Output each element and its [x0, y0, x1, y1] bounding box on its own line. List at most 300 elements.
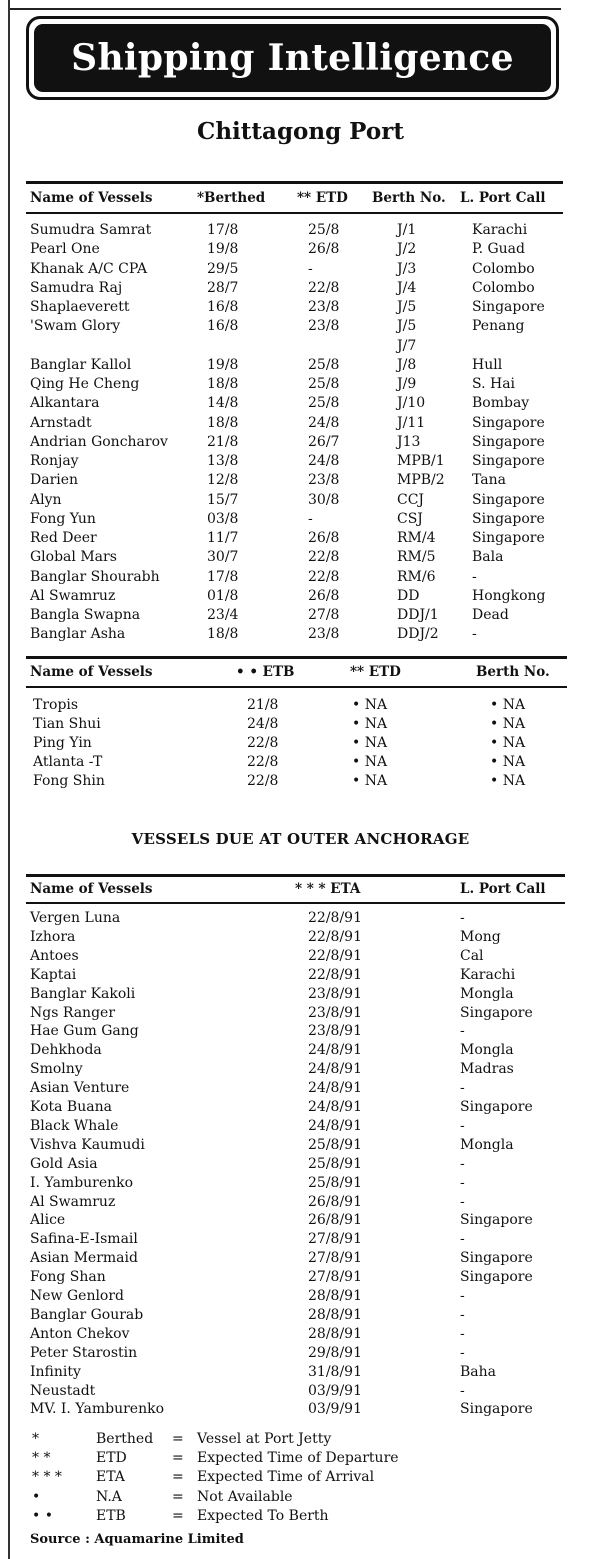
etd-cell: 25/8	[308, 356, 340, 373]
legend-description: Not Available	[197, 1488, 293, 1505]
col-header-berth-no: Berth No.	[372, 190, 446, 206]
table-row	[0, 1080, 601, 1099]
last-port-cell: -	[460, 1306, 465, 1323]
etd-cell: 24/8	[308, 453, 340, 469]
vessel-name-cell: Asian Mermaid	[30, 1250, 138, 1267]
vessel-name-cell: Kota Buana	[30, 1099, 112, 1115]
etd-cell: • NA	[352, 754, 388, 770]
vessel-name-cell: I. Yamburenko	[30, 1174, 134, 1191]
table-row	[0, 261, 601, 280]
vessel-name-cell: Ping Yin	[33, 735, 92, 751]
vessel-name-cell: Dehkhoda	[30, 1042, 102, 1059]
etd-cell: • NA	[352, 773, 388, 789]
berthed-date-cell: 19/8	[207, 356, 239, 373]
vessel-name-cell: Shaplaeverett	[30, 299, 130, 315]
last-port-cell: -	[460, 1382, 465, 1399]
last-port-cell: -	[460, 1325, 465, 1342]
etd-cell: • NA	[352, 716, 388, 732]
table-row	[0, 1042, 601, 1061]
vessel-name-cell: Banglar Shourabh	[30, 568, 160, 585]
vessel-name-cell: Infinity	[30, 1363, 81, 1380]
etd-cell: 25/8	[308, 222, 340, 238]
vessel-name-cell: Antoes	[30, 947, 79, 964]
last-port-cell: Hongkong	[472, 587, 546, 604]
vessel-name-cell: Pearl One	[30, 241, 100, 258]
table-row	[0, 1231, 601, 1250]
table-row	[0, 1469, 601, 1488]
table-row	[0, 588, 601, 607]
eta-date-cell: 27/8/91	[308, 1231, 362, 1248]
masthead-box	[26, 16, 559, 100]
vessel-name-cell: New Genlord	[30, 1288, 125, 1304]
last-port-cell: -	[460, 1023, 465, 1040]
table-rule	[26, 181, 563, 184]
vessel-name-cell: Izhora	[30, 928, 76, 945]
last-port-cell: Singapore	[472, 433, 545, 450]
vessel-name-cell: Banglar Asha	[30, 626, 126, 643]
table-row	[0, 492, 601, 511]
table-row	[0, 1005, 601, 1024]
last-port-cell: Singapore	[460, 1250, 533, 1267]
vessel-name-cell: Arnstadt	[30, 414, 92, 431]
berth-no-cell: • NA	[490, 697, 526, 713]
table-rule	[26, 902, 565, 904]
table-row	[0, 415, 601, 434]
etd-cell: 25/8	[308, 376, 340, 392]
last-port-cell: S. Hai	[472, 376, 516, 392]
table-row	[0, 1450, 601, 1469]
col-header-etd: ** ETD	[350, 664, 401, 680]
eta-date-cell: 27/8/91	[308, 1269, 362, 1286]
etd-cell: 26/7	[308, 433, 340, 450]
legend-abbreviation: ETB	[96, 1507, 126, 1524]
legend-description: Expected Time of Departure	[197, 1450, 399, 1467]
last-port-cell: -	[460, 1174, 465, 1191]
etd-cell: -	[308, 260, 313, 277]
last-port-cell: P. Guad	[472, 241, 525, 258]
table-row	[0, 1212, 601, 1231]
table-row	[0, 530, 601, 549]
table-row	[0, 1118, 601, 1137]
berth-no-cell: RM/5	[397, 549, 436, 566]
vessel-name-cell: Alyn	[30, 491, 62, 508]
berth-no-cell: J/8	[397, 356, 417, 373]
vessel-name-cell: Al Swamruz	[30, 587, 116, 604]
etd-cell: 26/8	[308, 530, 340, 546]
berthed-date-cell: 21/8	[207, 433, 239, 450]
vessel-name-cell: Vishva Kaumudi	[30, 1136, 145, 1153]
etb-date-cell: 22/8	[247, 773, 279, 789]
table-row	[0, 511, 601, 530]
vessel-name-cell: Smolny	[30, 1061, 83, 1078]
berthed-date-cell: 12/8	[207, 472, 239, 489]
berthed-date-cell: 16/8	[207, 299, 239, 315]
berthed-date-cell: 19/8	[207, 241, 239, 258]
etb-date-cell: 22/8	[247, 754, 279, 770]
table-row	[0, 1383, 601, 1402]
col-header-last-port: L. Port Call	[460, 881, 546, 897]
last-port-cell: Singapore	[460, 1401, 533, 1418]
vessel-name-cell: Al Swamruz	[30, 1193, 116, 1210]
last-port-cell: Singapore	[472, 530, 545, 546]
col-header-name: Name of Vessels	[30, 664, 153, 680]
last-port-cell: Singapore	[460, 1099, 533, 1115]
vessel-name-cell: MV. I. Yamburenko	[30, 1401, 164, 1418]
vessel-name-cell: Vergen Luna	[30, 910, 121, 926]
vessel-name-cell: 'Swam Glory	[30, 318, 121, 335]
berth-no-cell: DDJ/2	[397, 626, 439, 643]
etd-cell: 27/8	[308, 607, 340, 623]
last-port-cell: -	[472, 568, 477, 585]
table-row	[0, 569, 601, 588]
table-row	[0, 299, 601, 318]
col-header-last-port: L. Port Call	[460, 190, 546, 206]
berthed-date-cell: 14/8	[207, 395, 239, 412]
table-row	[0, 222, 601, 241]
table-row	[0, 1023, 601, 1042]
berth-no-cell: J13	[397, 433, 421, 450]
table-row	[0, 1364, 601, 1383]
etd-cell: • NA	[352, 735, 388, 751]
last-port-cell: Mongla	[460, 1136, 514, 1153]
last-port-cell: Singapore	[460, 1269, 533, 1286]
berthed-date-cell: 03/8	[207, 510, 239, 527]
berth-no-cell: CCJ	[397, 491, 425, 508]
table-rule	[26, 656, 567, 659]
berthed-date-cell: 18/8	[207, 626, 239, 643]
table-row	[0, 1175, 601, 1194]
last-port-cell: Singapore	[472, 414, 545, 431]
berth-no-cell: CSJ	[397, 510, 423, 527]
etd-cell: 24/8	[308, 414, 340, 431]
berthed-date-cell: 18/8	[207, 414, 239, 431]
vessel-name-cell: Atlanta -T	[33, 754, 103, 770]
vessel-name-cell: Fong Shan	[30, 1269, 106, 1286]
table-row	[0, 357, 601, 376]
berth-no-cell: • NA	[490, 773, 526, 789]
berthed-date-cell: 17/8	[207, 222, 239, 238]
berth-no-cell: J/11	[397, 414, 426, 431]
col-header-etd: ** ETD	[297, 190, 348, 206]
etd-cell: • NA	[352, 697, 388, 713]
vessel-name-cell: Fong Shin	[33, 773, 105, 789]
eta-date-cell: 23/8/91	[308, 985, 362, 1002]
vessel-name-cell: Banglar Gourab	[30, 1306, 144, 1323]
vessel-name-cell: Darien	[30, 472, 79, 489]
eta-date-cell: 22/8/91	[308, 928, 362, 945]
etd-cell: 26/8	[308, 587, 340, 604]
last-port-cell: -	[460, 1231, 465, 1248]
berth-no-cell: J/1	[397, 222, 417, 238]
vessel-name-cell: Andrian Goncharov	[30, 433, 168, 450]
vessel-name-cell: Safina-E-Ismail	[30, 1231, 138, 1248]
legend-symbol: * * *	[32, 1469, 62, 1486]
last-port-cell: -	[460, 1288, 465, 1304]
legend-symbol: • •	[32, 1507, 53, 1524]
top-rule	[10, 8, 561, 10]
last-port-cell: Colombo	[472, 279, 535, 296]
last-port-cell: Karachi	[460, 966, 516, 983]
eta-date-cell: 24/8/91	[308, 1117, 362, 1134]
vessel-name-cell: Tian Shui	[33, 716, 101, 732]
legend-abbreviation: ETA	[96, 1469, 125, 1486]
last-port-cell: Penang	[472, 318, 525, 335]
eta-date-cell: 28/8/91	[308, 1325, 362, 1342]
eta-date-cell: 28/8/91	[308, 1288, 362, 1304]
vessel-name-cell: Banglar Kakoli	[30, 985, 136, 1002]
last-port-cell: Dead	[472, 607, 509, 623]
table-row	[0, 472, 601, 491]
table-row	[0, 948, 601, 967]
last-port-cell: Hull	[472, 356, 503, 373]
berth-no-cell: • NA	[490, 735, 526, 751]
eta-date-cell: 28/8/91	[308, 1306, 362, 1323]
berthed-date-cell: 23/4	[207, 607, 239, 623]
berthed-date-cell: 01/8	[207, 587, 239, 604]
vessel-name-cell: Tropis	[33, 697, 79, 713]
table-row	[0, 434, 601, 453]
eta-date-cell: 26/8/91	[308, 1212, 362, 1229]
berthed-date-cell: 30/7	[207, 549, 239, 566]
berth-no-cell: • NA	[490, 716, 526, 732]
berth-no-cell: J/5	[397, 299, 417, 315]
etd-cell: 22/8	[308, 549, 340, 566]
berth-no-cell: DDJ/1	[397, 607, 439, 623]
eta-date-cell: 29/8/91	[308, 1344, 362, 1361]
last-port-cell: Baha	[460, 1363, 496, 1380]
berth-no-cell: • NA	[490, 754, 526, 770]
berthed-date-cell: 15/7	[207, 491, 239, 508]
eta-date-cell: 25/8/91	[308, 1174, 362, 1191]
last-port-cell: -	[460, 910, 465, 926]
berth-no-cell: J/2	[397, 241, 417, 258]
last-port-cell: Mongla	[460, 985, 514, 1002]
vessel-name-cell: Asian Venture	[30, 1080, 130, 1097]
port-title: Chittagong Port	[197, 118, 404, 145]
table-row	[0, 241, 601, 260]
etd-cell: 23/8	[308, 299, 340, 315]
table-row	[0, 1345, 601, 1364]
table-row	[0, 1288, 601, 1307]
etd-cell: 23/8	[308, 472, 340, 489]
eta-date-cell: 27/8/91	[308, 1250, 362, 1267]
berthed-date-cell: 11/7	[207, 530, 239, 546]
last-port-cell: Cal	[460, 947, 484, 964]
table-row	[0, 1489, 601, 1508]
eta-date-cell: 31/8/91	[308, 1363, 362, 1380]
last-port-cell: Singapore	[472, 299, 545, 315]
col-header-name: Name of Vessels	[30, 881, 153, 897]
table-row	[0, 376, 601, 395]
last-port-cell: Tana	[472, 472, 506, 489]
etd-cell: 22/8	[308, 279, 340, 296]
eta-date-cell: 22/8/91	[308, 966, 362, 983]
vessel-name-cell: Hae Gum Gang	[30, 1023, 139, 1040]
table-row	[0, 453, 601, 472]
table-row	[0, 607, 601, 626]
legend-abbreviation: N.A	[96, 1488, 122, 1505]
table-row	[0, 1307, 601, 1326]
eta-date-cell: 25/8/91	[308, 1155, 362, 1172]
legend-equals: =	[172, 1507, 184, 1524]
vessel-name-cell: Ngs Ranger	[30, 1004, 116, 1021]
last-port-cell: Singapore	[460, 1004, 533, 1021]
berth-no-cell: MPB/1	[397, 453, 445, 469]
berthed-date-cell: 16/8	[207, 318, 239, 335]
table-row	[0, 549, 601, 568]
berth-no-cell: J/10	[397, 395, 426, 412]
table-row	[0, 280, 601, 299]
eta-date-cell: 24/8/91	[308, 1061, 362, 1078]
last-port-cell: -	[460, 1193, 465, 1210]
table-row	[0, 626, 601, 645]
last-port-cell: Bombay	[472, 395, 530, 412]
last-port-cell: Singapore	[472, 453, 545, 469]
table-row	[0, 773, 601, 792]
col-header-etb: • • ETB	[236, 664, 295, 680]
table-row	[0, 910, 601, 929]
table-row	[0, 318, 601, 337]
table-rule	[26, 874, 565, 877]
legend-description: Vessel at Port Jetty	[197, 1431, 332, 1447]
eta-date-cell: 25/8/91	[308, 1136, 362, 1153]
last-port-cell: -	[460, 1155, 465, 1172]
eta-date-cell: 23/8/91	[308, 1004, 362, 1021]
berth-no-cell: J/9	[397, 376, 417, 392]
col-header-name: Name of Vessels	[30, 190, 153, 206]
etb-date-cell: 21/8	[247, 697, 279, 713]
table-row	[0, 1431, 601, 1450]
berth-no-cell: J/4	[397, 279, 417, 296]
berth-no-cell: RM/4	[397, 530, 436, 546]
legend-equals: =	[172, 1488, 184, 1505]
eta-date-cell: 03/9/91	[308, 1401, 362, 1418]
eta-date-cell: 26/8/91	[308, 1193, 362, 1210]
table-rule	[26, 212, 563, 214]
legend-symbol: * *	[32, 1450, 51, 1467]
vessel-name-cell: Sumudra Samrat	[30, 222, 152, 238]
vessel-name-cell: Khanak A/C CPA	[30, 260, 148, 277]
table-row	[0, 1326, 601, 1345]
table-row	[0, 929, 601, 948]
table-row	[0, 1156, 601, 1175]
table-row	[0, 735, 601, 754]
eta-date-cell: 03/9/91	[308, 1382, 362, 1399]
table-row	[0, 1401, 601, 1420]
table-row	[0, 986, 601, 1005]
legend-abbreviation: Berthed	[96, 1431, 154, 1447]
vessel-name-cell: Neustadt	[30, 1382, 96, 1399]
legend-symbol: *	[32, 1431, 39, 1447]
eta-date-cell: 22/8/91	[308, 910, 362, 926]
etd-cell: 22/8	[308, 568, 340, 585]
etb-date-cell: 22/8	[247, 735, 279, 751]
last-port-cell: -	[472, 626, 477, 643]
table-row	[0, 395, 601, 414]
etd-cell: 30/8	[308, 491, 340, 508]
masthead-title: Shipping Intelligence	[34, 24, 551, 92]
col-header-berthed: *Berthed	[197, 190, 266, 206]
berthed-date-cell: 28/7	[207, 279, 239, 296]
table-row	[0, 1194, 601, 1213]
last-port-cell: -	[460, 1344, 465, 1361]
last-port-cell: Singapore	[472, 510, 545, 527]
vessel-name-cell: Alice	[30, 1212, 66, 1229]
etd-cell: -	[308, 510, 313, 527]
table-row	[0, 1099, 601, 1118]
legend-equals: =	[172, 1431, 184, 1447]
legend-description: Expected To Berth	[197, 1507, 329, 1524]
vessel-name-cell: Fong Yun	[30, 510, 96, 527]
berthed-date-cell: 17/8	[207, 568, 239, 585]
etb-date-cell: 24/8	[247, 716, 279, 732]
eta-date-cell: 24/8/91	[308, 1099, 362, 1115]
col-header-eta: * * * ETA	[295, 881, 361, 897]
berth-no-cell: MPB/2	[397, 472, 445, 489]
vessel-name-cell: Red Deer	[30, 530, 97, 546]
last-port-cell: Madras	[460, 1061, 514, 1078]
table-row	[0, 754, 601, 773]
table-row	[0, 1061, 601, 1080]
last-port-cell: -	[460, 1117, 465, 1134]
vessel-name-cell: Samudra Raj	[30, 279, 123, 296]
etd-cell: 25/8	[308, 395, 340, 412]
last-port-cell: -	[460, 1080, 465, 1097]
vessel-name-cell: Bangla Swapna	[30, 607, 141, 623]
eta-date-cell: 24/8/91	[308, 1042, 362, 1059]
etd-cell: 23/8	[308, 318, 340, 335]
last-port-cell: Colombo	[472, 260, 535, 277]
last-port-cell: Singapore	[472, 491, 545, 508]
table-rule	[26, 686, 567, 688]
table-row	[0, 1250, 601, 1269]
last-port-cell: Karachi	[472, 222, 528, 238]
vessel-name-cell: Ronjay	[30, 453, 79, 469]
berthed-date-cell: 29/5	[207, 260, 239, 277]
vessel-name-cell: Alkantara	[30, 395, 100, 412]
table-row	[0, 1137, 601, 1156]
table-row	[0, 716, 601, 735]
vessel-name-cell: Kaptai	[30, 966, 77, 983]
vessel-name-cell: Qing He Cheng	[30, 376, 140, 392]
berth-no-cell: J/3	[397, 260, 417, 277]
etd-cell: 26/8	[308, 241, 340, 258]
vessel-name-cell: Peter Starostin	[30, 1344, 138, 1361]
section-title: VESSELS DUE AT OUTER ANCHORAGE	[131, 830, 470, 848]
berth-no-cell: DD	[397, 587, 420, 604]
eta-date-cell: 24/8/91	[308, 1080, 362, 1097]
berthed-date-cell: 18/8	[207, 376, 239, 392]
berth-no-cell: RM/6	[397, 568, 436, 585]
table-row	[0, 1269, 601, 1288]
last-port-cell: Bala	[472, 549, 504, 566]
vessel-name-cell: Global Mars	[30, 549, 117, 566]
table-row	[0, 338, 601, 357]
berthed-date-cell: 13/8	[207, 453, 239, 469]
legend-equals: =	[172, 1450, 184, 1467]
legend-description: Expected Time of Arrival	[197, 1469, 375, 1486]
legend-symbol: •	[32, 1488, 41, 1505]
table-row	[0, 1508, 601, 1527]
eta-date-cell: 23/8/91	[308, 1023, 362, 1040]
last-port-cell: Singapore	[460, 1212, 533, 1229]
source-credit: Source : Aquamarine Limited	[30, 1532, 244, 1547]
legend-equals: =	[172, 1469, 184, 1486]
vessel-name-cell: Anton Chekov	[30, 1325, 130, 1342]
etd-cell: 23/8	[308, 626, 340, 643]
table-row	[0, 967, 601, 986]
vessel-name-cell: Banglar Kallol	[30, 356, 132, 373]
